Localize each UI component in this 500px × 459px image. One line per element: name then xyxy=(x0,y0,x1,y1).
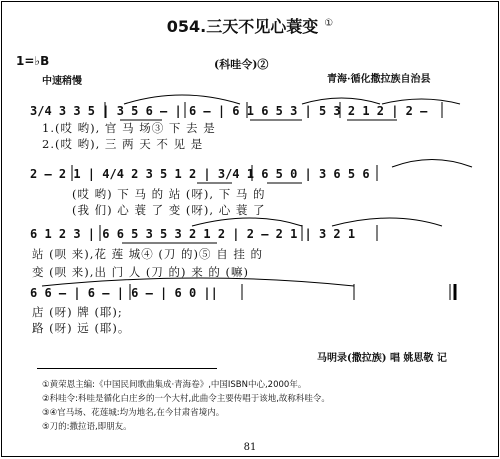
lyrics-line-2-verse-2: (我 们) 心 蓑 了 变 (呀), 心 蓑 了 xyxy=(72,203,266,217)
tempo-marking: 中速稍慢 xyxy=(42,76,82,87)
title-footnote-mark: ① xyxy=(324,17,334,29)
lyrics-line-3-verse-1: 站 (呗 来),花 莲 城④ (刀 的)⑤ 自 挂 的 xyxy=(32,247,263,261)
song-subtitle: (科哇令)② xyxy=(214,58,269,71)
slur xyxy=(332,218,442,226)
slur xyxy=(392,160,472,168)
song-title xyxy=(2,14,498,37)
slur xyxy=(124,95,240,104)
lyrics-line-3-verse-2: 变 (呗 来),出 门 人 (刀 的) 来 的 (嘛) xyxy=(32,265,249,279)
region-label: 青海·循化撒拉族自治县 xyxy=(327,74,431,85)
lyrics-line-2-verse-1: (哎 哟) 下 马 的 站 (呀), 下 马 的 xyxy=(72,187,266,201)
footnote-3: ③④官马场、花莲城:均为地名,在今甘肃省境内。 xyxy=(42,408,225,418)
lyrics-line-4-verse-2: 路 (呀) 远 (耶)。 xyxy=(32,321,131,335)
performer-credit: 马明录(撒拉族) 唱 姚思敬 记 xyxy=(317,353,447,364)
key-signature: 1=♭B xyxy=(16,54,50,68)
footnote-2: ②科哇令:科哇是循化白庄乡的一个大村,此曲令主要传唱于该地,故称科哇令。 xyxy=(42,394,330,404)
notation-line-2: 2 – 2 1 | 4/4 2 3 5 1 2 | 3/4 1 6 5 0 | 3 6 5 6 xyxy=(30,167,370,181)
notation-line-1: 3/4 3 3 5 | 3 5 6 – | 6 – | 6 1 6 5 3 | 5 3 2 1 2 | 2 – xyxy=(30,104,428,118)
song-title-text: 054.三天不见心蓑变 xyxy=(166,17,319,36)
footnote-divider xyxy=(37,368,217,369)
footnote-1: ①黄荣恩主编:《中国民间歌曲集成·青海卷》,中国ISBN中心,2000年。 xyxy=(42,380,307,390)
lyrics-line-1-verse-2: 2.(哎 哟), 三 两 天 不 见 是 xyxy=(42,137,204,151)
lyrics-line-1-verse-1: 1.(哎 哟), 官 马 场③ 下 去 是 xyxy=(42,121,216,135)
notation-line-4: 6 6 – | 6 – | 6 – | 6 0 || xyxy=(30,286,218,300)
slur xyxy=(192,218,302,226)
notation-line-3: 6 1 2 3 | 6 6 5 3 5 3 2 1 2 | 2 – 2 1 | 3 2 1 xyxy=(30,227,356,241)
page-number: 81 xyxy=(243,442,257,453)
score-page xyxy=(1,1,499,457)
footnote-4: ⑤刀的:撒拉语,即朋友。 xyxy=(42,422,132,432)
lyrics-line-4-verse-1: 店 (呀) 牌 (耶); xyxy=(32,305,123,319)
